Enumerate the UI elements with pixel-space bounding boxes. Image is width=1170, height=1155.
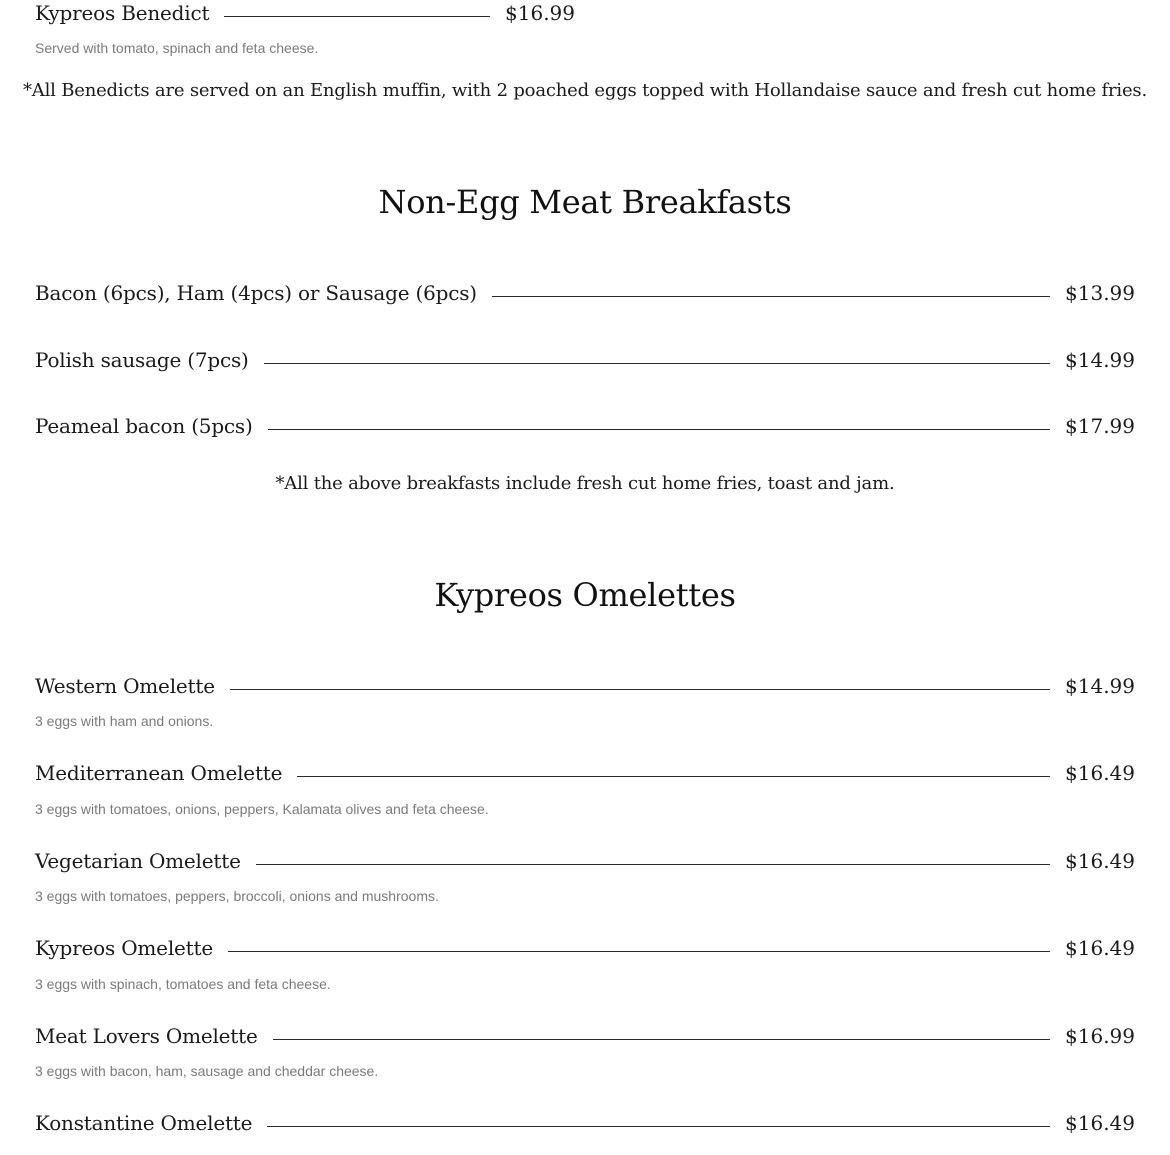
menu-item-kypreos-benedict	[35, 0, 575, 30]
menu-item-mediterranean-omelette	[35, 756, 1135, 790]
menu-item-name: Peameal bacon (5pcs)	[35, 414, 253, 438]
menu-item-name: Western Omelette	[35, 674, 215, 698]
dotted-leader-rule	[230, 689, 1050, 690]
menu-item-price: $16.99	[505, 1, 575, 25]
menu-item-peameal-bacon	[35, 409, 1135, 443]
menu-item-name: Meat Lovers Omelette	[35, 1024, 258, 1048]
menu-item-konstantine-omelette	[35, 1106, 1135, 1140]
menu-item-name: Polish sausage (7pcs)	[35, 348, 249, 372]
menu-item-description: Served with tomato, spinach and feta cheese.	[35, 40, 319, 56]
menu-item-price: $13.99	[1065, 281, 1135, 305]
benedicts-note: *All Benedicts are served on an English muffin, with 2 poached eggs topped with Hollandaise sauce and fresh cut home fries.	[23, 80, 1147, 101]
dotted-leader-rule	[256, 864, 1050, 865]
menu-item-description: 3 eggs with bacon, ham, sausage and cheddar cheese.	[35, 1063, 379, 1079]
dotted-leader-rule	[267, 1126, 1050, 1127]
menu-item-price: $16.49	[1065, 761, 1135, 785]
dotted-leader-rule	[492, 296, 1050, 297]
menu-item-description: 3 eggs with tomatoes, onions, peppers, Kalamata olives and feta cheese.	[35, 801, 489, 817]
menu-item-price: $14.99	[1065, 674, 1135, 698]
menu-item-bacon-ham-sausage	[35, 276, 1135, 310]
dotted-leader-rule	[228, 951, 1050, 952]
dotted-leader-rule	[264, 363, 1050, 364]
dotted-leader-rule	[268, 429, 1050, 430]
menu-item-description: 3 eggs with spinach, tomatoes and feta cheese.	[35, 976, 331, 992]
menu-item-name: Vegetarian Omelette	[35, 849, 241, 873]
section-title-meat-breakfasts: Non-Egg Meat Breakfasts	[378, 183, 792, 221]
menu-item-name: Konstantine Omelette	[35, 1111, 253, 1135]
dotted-leader-rule	[224, 16, 490, 17]
menu-item-name: Kypreos Benedict	[35, 1, 210, 25]
section-title-omelettes: Kypreos Omelettes	[434, 576, 736, 614]
menu-item-price: $14.99	[1065, 348, 1135, 372]
menu-item-name: Bacon (6pcs), Ham (4pcs) or Sausage (6pcs)	[35, 281, 477, 305]
menu-item-price: $17.99	[1065, 414, 1135, 438]
menu-item-name: Mediterranean Omelette	[35, 761, 283, 785]
menu-item-meat-lovers-omelette	[35, 1019, 1135, 1053]
menu-item-price: $16.49	[1065, 849, 1135, 873]
meat-breakfasts-note: *All the above breakfasts include fresh cut home fries, toast and jam.	[275, 473, 895, 494]
dotted-leader-rule	[297, 776, 1050, 777]
menu-item-vegetarian-omelette	[35, 844, 1135, 878]
menu-item-price: $16.99	[1065, 1024, 1135, 1048]
menu-item-price: $16.49	[1065, 936, 1135, 960]
menu-item-kypreos-omelette	[35, 931, 1135, 965]
menu-item-polish-sausage	[35, 343, 1135, 377]
dotted-leader-rule	[273, 1039, 1050, 1040]
menu-item-description: 3 eggs with ham and onions.	[35, 713, 214, 729]
menu-item-name: Kypreos Omelette	[35, 936, 213, 960]
menu-item-western-omelette	[35, 669, 1135, 703]
menu-item-description: 3 eggs with tomatoes, peppers, broccoli, onions and mushrooms.	[35, 888, 439, 904]
menu-item-price: $16.49	[1065, 1111, 1135, 1135]
